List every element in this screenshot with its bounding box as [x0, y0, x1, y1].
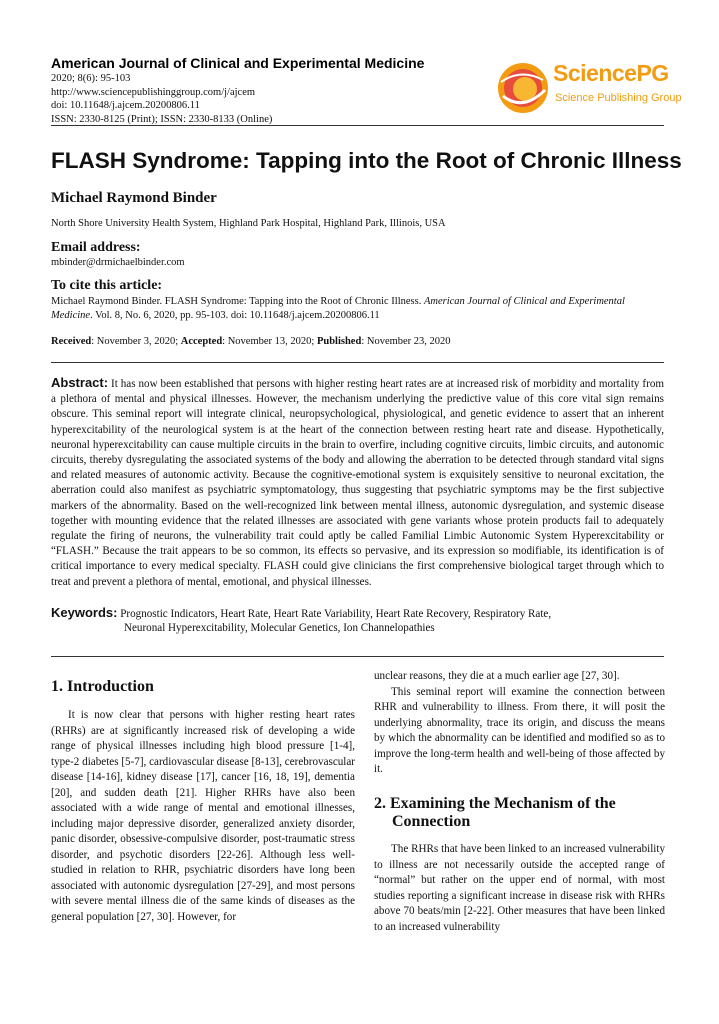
- sciencepg-logo-icon: [493, 60, 553, 116]
- section-2-title: [374, 795, 616, 831]
- keywords-label: Keywords:: [51, 605, 118, 620]
- section-1-body: [51, 708, 355, 925]
- section-2-title-line-2: Connection: [392, 813, 471, 830]
- journal-url[interactable]: http://www.sciencepublishinggroup.com/j/ajcem: [51, 86, 256, 98]
- article-dates: [51, 336, 451, 347]
- keywords-line-2: Neuronal Hyperexcitability, Molecular Genetics, Ion Channelopathies: [124, 622, 435, 634]
- accepted-label: Accepted: [180, 336, 223, 347]
- logo-text: SciencePG: [553, 60, 669, 86]
- section-2-title-line-1: 2. Examining the Mechanism of the: [374, 795, 616, 812]
- citation: [51, 295, 666, 323]
- author-name: Michael Raymond Binder: [51, 190, 217, 206]
- logo-subtitle: Science Publishing Group: [555, 92, 682, 104]
- abstract-text: It has now been established that persons with higher resting heart rates are at increased risk of morbidity and mortality from a plethora of mental and physical illnesses. However, the mechanism underlying the predictive value of this core vital sign remains obscure. This seminal report will integrate clinical, neuropsychological, physiological, and genetic evidence to assert that an inherent hyperexcitability of the neurological system is at the heart of the connection between resting heart rate and disease. Hypothetically, neuronal hyperexcitability can cause multiple circuits in the brain to overfire, including cognitive circuits, limbic circuits, and autonomic circuits, thereby dysregulating the associated systems of the body and allowing the aberration to be detected through standard vital signs and related measures of autonomic activity. Because the cognitive-emotional system is exquisitely sensitive to neuronal excitation, the aberration could also manifest as psychiatric symptomatology, thus suggesting that psychiatric symptoms may be the first subjective markers of the abnormality. Based on the well-recognized link between mental illness, autonomic dysregulation, and systemic disease together with mounting evidence that the related illnesses are associated with gene variants whose protein products fail to adequately regulate the firing of neurons, the vulnerability trait could aptly be called Familial Limbic Autonomic System Hyperexcitability or “FLASH.” Because the trait appears to be so common, its effects so pervasive, and its expression so modifiable, its identification is of critical importance to every medical specialty. FLASH could give clinicians the first comprehensive biological target through which to treat and prevent a plethora of mental, emotional, and physical illnesses.: [51, 378, 664, 588]
- cite-heading: To cite this article:: [51, 278, 163, 293]
- article-title: FLASH Syndrome: Tapping into the Root of Chronic Illness: [51, 148, 682, 173]
- section-1-title: 1. Introduction: [51, 678, 154, 695]
- journal-name: American Journal of Clinical and Experimental Medicine: [51, 55, 425, 71]
- citation-text: Michael Raymond Binder. FLASH Syndrome: Tapping into the Root of Chronic Illness.: [51, 296, 424, 307]
- section-1-paragraph: It is now clear that persons with higher resting heart rates (RHRs) are at significantly increased risk of developing a wide range of physical illnesses including high blood pressure [1-4], type-2 diabetes [5-7], cardiovascular disease [8-13], cerebrovascular disease [14-16], kidney disease [17], cancer [16, 18, 19], dementia [20], and sudden death [21]. Higher RHRs have also been associated with a wide range of mental and emotional illnesses, including major depressive disorder, generalized anxiety disorder, panic disorder, obsessive-compulsive disorder, post-traumatic stress disorder, and psychotic disorders [22-26]. Although less well-studied in relation to RHR, psychiatric disorders have long been associated with autonomic dysregulation [27-29], and most persons with severe mental illness die of the same kinds of diseases as the general population [27, 30]. However, for: [51, 709, 355, 923]
- abstract-divider-bottom: [51, 656, 664, 657]
- received-date: : November 3, 2020;: [91, 336, 181, 347]
- journal-meta: [51, 72, 272, 126]
- published-label: Published: [316, 336, 362, 347]
- published-date: : November 23, 2020: [361, 336, 451, 347]
- email-address[interactable]: mbinder@drmichaelbinder.com: [51, 257, 185, 268]
- section-2-paragraph: The RHRs that have been linked to an increased vulnerability to illness are not necessarily outside the accepted range of “normal” but rather on the upper end of normal, with most studies reporting a significant increase in disease risk with RHRs above 70 beats/min [2-22]. Other measures that have been linked to an increased vulnerability: [374, 843, 665, 933]
- accepted-date: : November 13, 2020;: [222, 336, 317, 347]
- keywords-line-1: Prognostic Indicators, Heart Rate, Heart Rate Variability, Heart Rate Recovery, Respiratory Rate,: [120, 608, 552, 620]
- journal-issn: ISSN: 2330-8125 (Print); ISSN: 2330-8133 (Online): [51, 113, 273, 125]
- abstract: [51, 375, 664, 590]
- right-column-top: [374, 669, 665, 778]
- email-heading: Email address:: [51, 240, 141, 255]
- journal-volume: 2020; 8(6): 95-103: [51, 73, 131, 84]
- section-2-body: [374, 842, 665, 935]
- header-divider: [51, 125, 664, 126]
- citation-journal: American Journal of Clinical and Experimental Medicine: [51, 296, 625, 321]
- citation-details: . Vol. 8, No. 6, 2020, pp. 95-103. doi: 10.11648/j.ajcem.20200806.11: [90, 310, 380, 321]
- section-1-paragraph-2: This seminal report will examine the connection between RHR and vulnerability to illness. From there, it will posit the underlying abnormality, trace its origin, and discuss the means by which the abnormality can be identified and modified so as to improve the long-term health and well-being of those affected by it.: [374, 685, 665, 775]
- abstract-label: Abstract:: [51, 375, 109, 390]
- abstract-divider-top: [51, 362, 664, 363]
- continued-paragraph: unclear reasons, they die at a much earlier age [27, 30].: [374, 670, 620, 682]
- journal-doi: doi: 10.11648/j.ajcem.20200806.11: [51, 100, 200, 111]
- received-label: Received: [51, 336, 92, 347]
- author-affiliation: North Shore University Health System, Highland Park Hospital, Highland Park, Illinois, USA: [51, 218, 446, 229]
